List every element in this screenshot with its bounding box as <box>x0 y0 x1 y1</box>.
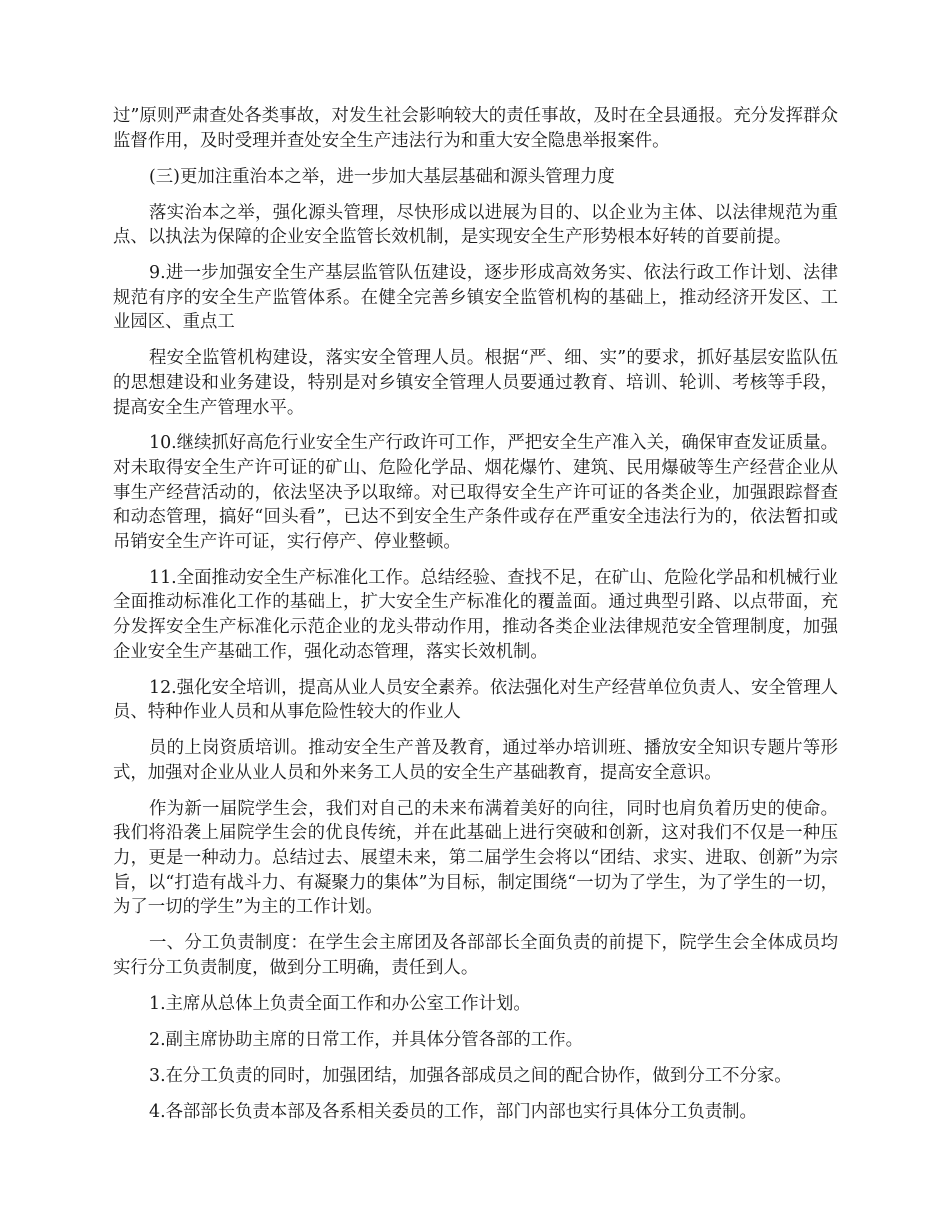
paragraph: 落实治本之举，强化源头管理，尽快形成以进展为目的、以企业为主体、以法律规范为重点、以执法为保障的企业安全监管长效机制，是实现安全生产形势根本好转的首要前提。 <box>113 202 838 248</box>
document-body <box>113 104 838 1136</box>
list-item-1: 1.主席从总体上负责全面工作和办公室工作计划。 <box>149 993 531 1014</box>
paragraph: 员的上岗资质培训。推动安全生产普及教育，通过举办培训班、播放安全知识专题片等形式，加强对企业从业人员和外来务工人员的安全生产基础教育，提高安全意识。 <box>113 738 838 783</box>
list-item-2: 2.副主席协助主席的日常工作，并具体分管各部的工作。 <box>149 1029 583 1050</box>
numbered-paragraph-12: 12.强化安全培训，提高从业人员安全素养。依法强化对生产经营单位负责人、安全管理人员、特种作业人员和从事危险性较大的作业人 <box>113 677 838 723</box>
paragraph: 作为新一届院学生会，我们对自己的未来布满着美好的向往，同时也肩负着历史的使命。我们将沿袭上届院学生会的优良传统，并在此基础上进行突破和创新，这对我们不仅是一种压力，更是一种动力。总结过去、展望未来，第二届学生会将以“团结、求实、进取、创新”为宗旨，以“打造有战斗力、有凝聚力的集体”为目标，制定围绕“一切为了学生，为了学生的一切，为了一切的学生”为主的工作计划。 <box>113 798 838 918</box>
list-item-3: 3.在分工负责的同时，加强团结，加强各部成员之间的配合协作，做到分工不分家。 <box>149 1065 792 1086</box>
paragraph: 一、分工负责制度：在学生会主席团及各部部长全面负责的前提下，院学生会全体成员均实行分工负责制度，做到分工明确，责任到人。 <box>113 933 838 978</box>
numbered-paragraph-11: 11.全面推动安全生产标准化工作。总结经验、查找不足，在矿山、危险化学品和机械行业全面推动标准化工作的基础上，扩大安全生产标准化的覆盖面。通过典型引路、以点带面，充分发挥安全生产标准化示范企业的龙头带动作用，推动各类企业法律规范安全管理制度，加强企业安全生产基础工作，强化动态管理，落实长效机制。 <box>113 567 838 662</box>
numbered-paragraph-10: 10.继续抓好高危行业安全生产行政许可工作，严把安全生产准入关，确保审查发证质量。对未取得安全生产许可证的矿山、危险化学品、烟花爆竹、建筑、民用爆破等生产经营企业从事生产经营活动的，依法坚决予以取缔。对已取得安全生产许可证的各类企业，加强跟踪督查和动态管理，搞好“回头看”，已达不到安全生产条件或存在严重安全违法行为的，依法暂扣或吊销安全生产许可证，实行停产、停业整顿。 <box>113 433 838 552</box>
paragraph: 过”原则严肃查处各类事故，对发生社会影响较大的责任事故，及时在全县通报。充分发挥群众监督作用，及时受理并查处安全生产违法行为和重大安全隐患举报案件。 <box>113 106 838 151</box>
paragraph: 程安全监管机构建设，落实安全管理人员。根据“严、细、实”的要求，抓好基层安监队伍的思想建设和业务建设，特别是对乡镇安全管理人员要通过教育、培训、轮训、考核等手段，提高安全生产管理水平。 <box>113 348 838 418</box>
numbered-paragraph-9: 9.进一步加强安全生产基层监管队伍建设，逐步形成高效务实、依法行政工作计划、法律规范有序的安全生产监管体系。在健全完善乡镇安全监管机构的基础上，推动经济开发区、工业园区、重点工 <box>113 263 838 333</box>
section-heading: (三)更加注重治本之举，进一步加大基层基础和源头管理力度 <box>149 166 615 187</box>
list-item-4: 4.各部部长负责本部及各系相关委员的工作，部门内部也实行具体分工负责制。 <box>149 1101 757 1122</box>
